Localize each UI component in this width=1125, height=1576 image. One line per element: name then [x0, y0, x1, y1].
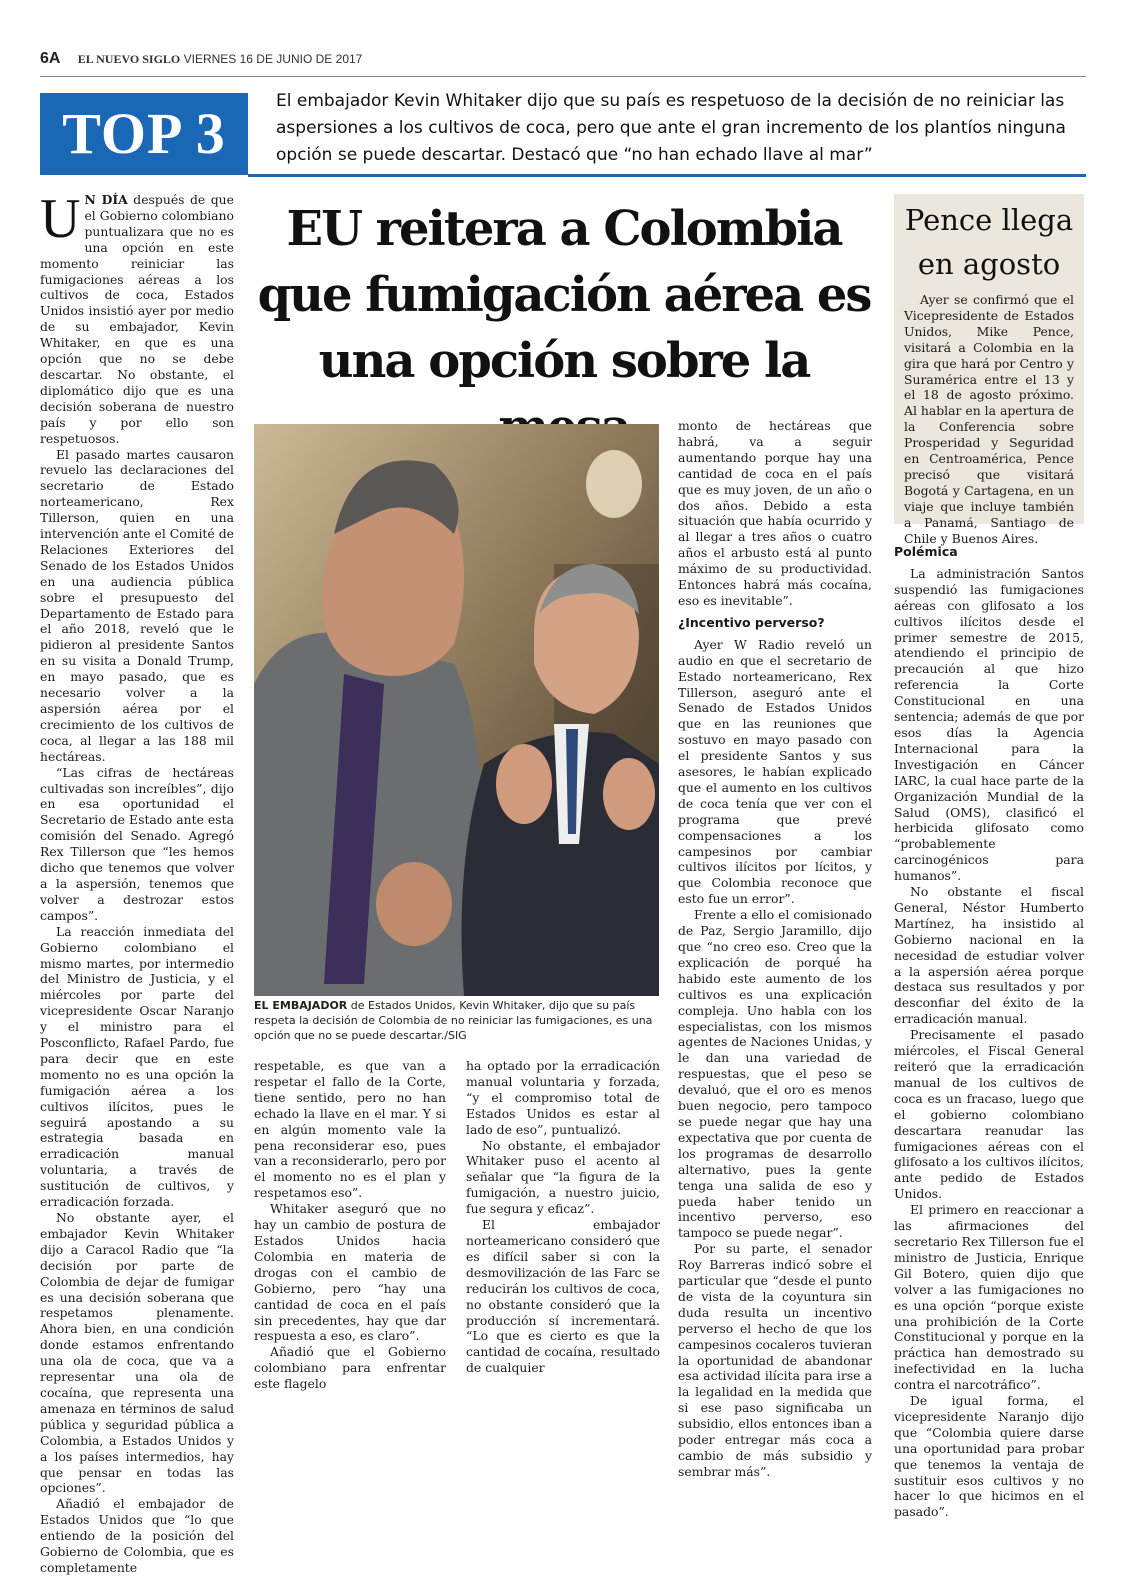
paragraph: Frente a ello el comisionado de Paz, Sergio Jaramillo, dijo que “no creo eso. Creo que la explicación de porqué ha habido este aumento de los cultivos es una explicación compleja. Uno habla con los especialistas, con los mismos agentes de Naciones Unidas, y le dan una variedad de respuestas, que el peso se devaluó, que el oro es menos buen negocio, pero tampoco se puede negar que hay una expectativa que por cuenta de los programas de desarrollo alternativo, pues la gente tenga una salida de eso y pueda haber tenido un incentivo perverso, eso tampoco se puede negar”. — [678, 907, 872, 1241]
lead-paragraph — [40, 188, 234, 447]
paragraph: Añadió que el Gobierno colombiano para enfrentar este flagelo — [254, 1344, 446, 1392]
newspaper-name: EL NUEVO SIGLO — [77, 52, 181, 66]
caption-lead: EL EMBAJADOR — [254, 999, 348, 1012]
sidebar-paragraph: Ayer se confirmó que el Vicepresidente de Estados Unidos, Mike Pence, visitará a Colombia en la gira que hará por Centro y Suramérica entre el 13 y el 18 de agosto próximo. Al hablar en la apertura de la Conferencia sobre Prosperidad y Seguridad en Centroamérica, Pence precisó que visitará Bogotá y Cartagena, en un viaje que incluye también a Panamá, Santiago de Chile y Buenos Aires. — [904, 292, 1074, 546]
article-column-5 — [894, 544, 1084, 1520]
subhead-incentivo: ¿Incentivo perverso? — [678, 614, 825, 630]
paragraph: Añadió el embajador de Estados Unidos que “lo que entiendo de la posición del Gobierno de Colombia, que es completamente — [40, 1496, 234, 1575]
paragraph: No obstante, el embajador Whitaker puso el acento al señalar que “la figura de la fumigación, a nuestro juicio, fue segura y eficaz”. — [466, 1137, 660, 1217]
paragraph: La administración Santos suspendió las fumigaciones aéreas con glifosato a los cultivos ilícitos desde el primer semestre de 2015, atendiendo el principio de precaución al que hizo referencia la Corte Constitucional en una sentencia; además de que por esos días la Agencia Internacional para la Investigación en Cáncer IARC, la cual hace parte de la Organización Mundial de la Salud (OMS), clasificó el herbicida glifosato como “probablemente carcinogénicos para humanos”. — [894, 565, 1084, 884]
sidebar-title: Pence llega en agosto — [904, 203, 1074, 281]
issue-date: VIERNES 16 DE JUNIO DE 2017 — [183, 52, 363, 66]
paragraph: Ayer W Radio reveló un audio en que el secretario de Estado norteamericano, Rex Tillerson, aseguró ante el Senado de Estados Unidos que en las reuniones que sostuvo en mayo pasado con el presidente Santos y sus asesores, le habían explicado que el aumento en los cultivos de coca tenía que ver con el programa que prevé compensaciones a los campesinos por cambiar cultivos ilícitos por lícitos, y que Colombia reconoce que esto fue un error”. — [678, 636, 872, 907]
article-column-2 — [254, 1058, 446, 1392]
subhead-polemica: Polémica — [894, 544, 958, 559]
sidebar-body — [904, 292, 1074, 547]
paragraph: Whitaker aseguró que no hay un cambio de postura de Estados Unidos hacia Colombia en materia de drogas con el cambio de Gobierno, pero “hay una cantidad de coca en el país sin precedentes, hay que dar respuesta a eso, es claro”. — [254, 1201, 446, 1344]
top3-kicker: TOP 3 — [40, 93, 248, 175]
paragraph: La reacción inmediata del Gobierno colombiano el mismo martes, por intermedio del Ministro de Justicia, y el miércoles por parte del vicepresidente Oscar Naranjo y el ministro para el Posconflicto, Rafael Pardo, fue para decir que en este momento no es una opción la fumigación aérea a los cultivos ilícitos, pues le seguirá apostando a su estrategia basada en erradicación manual voluntaria, a través de sustitución de cultivos, y erradicación forzada. — [40, 923, 234, 1210]
article-column-3 — [466, 1058, 660, 1376]
photo-illustration — [254, 424, 659, 996]
paragraph: No obstante ayer, el embajador Kevin Whitaker dijo a Caracol Radio que “la decisión por parte de Colombia de dejar de fumigar es una decisión soberana que respetamos plenamente. Ahora bien, en una condición donde estamos enfrentando una ola de coca, que va a representar una ola de cocaína, que representa una amenaza en términos de salud pública y seguridad pública a Colombia, a Estados Unidos y a los países intermedios, hay que pensar en todas las opciones”. — [40, 1210, 234, 1496]
deck: El embajador Kevin Whitaker dijo que su país es respetuoso de la decisión de no reiniciar las aspersiones a los cultivos de coca, pero que ante el gran incremento de los plantíos ninguna opción se puede descartar. Destacó que “no han echado llave al mar” — [276, 91, 1066, 165]
lead-caps: N DÍA — [84, 192, 128, 207]
paragraph: No obstante el fiscal General, Néstor Humberto Martínez, ha insistido al Gobierno nacional en la necesidad de estudiar volver a la aspersión aérea porque destaca sus resultados y por desconfiar del éxito de la erradicación manual. — [894, 884, 1084, 1027]
caption-text: de Estados Unidos, Kevin Whitaker, dijo que su país respeta la decisión de Colombia de no reiniciar las fumigaciones, es una opción que no se puede descartar./SIG — [254, 999, 653, 1042]
paragraph: respetable, es que van a respetar el fallo de la Corte, tiene sentido, pero no han echado la llave en el mar. Y si en algún momento vale la pena reconsiderar eso, pues van a reconsiderarlo, pero por el momento no es el plan y respetamos eso”. — [254, 1058, 446, 1201]
lead-text: después de que el Gobierno colombiano puntualizara que no es una opción en este momento reiniciar las fumigaciones aéreas a los cultivos de coca, Estados Unidos insistió ayer por medio de su embajador, Kevin Whitaker, en que es una opción que no se debe descartar. No obstante, el diplomático dijo que es una decisión soberana de nuestro país y por ello son respetuosos. — [40, 192, 234, 446]
paragraph: ha optado por la erradicación manual voluntaria y forzada, “y el compromiso total de Estados Unidos es estar al lado de eso”, puntualizó. — [466, 1058, 660, 1137]
paragraph: monto de hectáreas que habrá, va a seguir aumentando porque hay una cantidad de coca en el país que es muy joven, de un año o dos años. Debido a esta situación que había ocurrido y al llegar a tres años o cuatro años el arbusto está al punto máximo de su productividad. Entonces habrá más cocaína, eso es inevitable”. — [678, 418, 872, 608]
headline: EU reitera a Colombia que fumigación aérea es una opción sobre la — [257, 201, 871, 389]
paragraph: Precisamente el pasado miércoles, el Fiscal General reiteró que la erradicación manual de los cultivos de coca es un fracaso, luego que el gobierno colombiano descartara reanudar las fumigaciones aéreas con el glifosato a los cultivos ilícitos, ante pedido de Estados Unidos. — [894, 1027, 1084, 1202]
article-column-1 — [40, 188, 234, 1576]
header-rule — [40, 76, 1086, 77]
paragraph: “Las cifras de hectáreas cultivadas son increíbles”, dijo en esa oportunidad el Secretario de Estado ante esta comisión del Senado. Agregó Rex Tillerson que “les hemos dicho que tenemos que volver a la aspersión, tenemos que volver a destrozar estos campos”. — [40, 764, 234, 923]
paragraph: El primero en reaccionar a las afirmaciones del secretario Rex Tillerson fue el ministro de Justicia, Enrique Gil Botero, quien dijo que volver a las fumigaciones no es una opción “porque existe una prohibición de la Corte Constitucional y porque en la práctica han demostrado su inefectividad en la lucha contra el narcotráfico”. — [894, 1202, 1084, 1393]
paragraph: Por su parte, el senador Roy Barreras indicó sobre el particular que “desde el punto de vista de la coyuntura sin duda resulta un incentivo perverso el hecho de que los campesinos cocaleros tuvieran la oportunidad de abandonar esa actividad ilícita para irse a la legalidad en la medida que si ese paso significaba un subsidio, ellos entonces iban a poder entregar más coca a cambio de más subsidio y sembrar más”. — [678, 1241, 872, 1479]
paragraph: El pasado martes causaron revuelo las declaraciones del secretario de Estado norteamericano, Rex Tillerson, quien en una intervención ante el Comité de Relaciones Exteriores del Senado de los Estados Unidos en una audiencia pública sobre el presupuesto del Departamento de Estado para el año 2018, reveló que le pidieron al presidente Santos en su visita a Donald Trump, en mayo pasado, que es necesario volver a la aspersión aérea por el crecimiento de los cultivos de coca, al llegar a las 188 mil hectáreas. — [40, 446, 234, 764]
photo-caption — [254, 998, 659, 1043]
page-number: 6A — [40, 50, 61, 67]
paragraph: De igual forma, el vicepresidente Naranjo dijo que “Colombia quiere darse una oportunidad para probar que tenemos la ventaja de sustituir esos cultivos y no hacer lo que hicimos en el pasado”. — [894, 1393, 1084, 1520]
article-photo — [254, 424, 659, 996]
paragraph: El embajador norteamericano consideró que es difícil saber si con la desmovilización de las Farc se reducirán los cultivos de coca, no obstante consideró que la producción sí incrementará. “Lo que es cierto es que la cantidad de cocaína, resultado de cualquier — [466, 1217, 660, 1376]
dropcap: U — [40, 188, 81, 250]
page-header — [40, 50, 1086, 74]
kicker-rule — [248, 174, 1086, 177]
article-column-4 — [678, 418, 872, 1480]
